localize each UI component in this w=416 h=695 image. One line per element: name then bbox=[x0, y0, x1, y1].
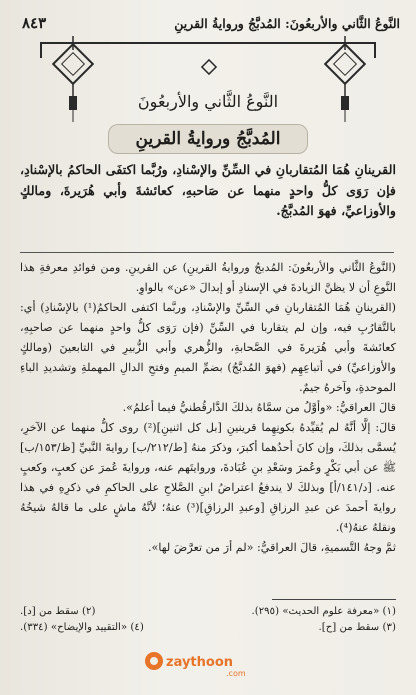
commentary bbox=[20, 258, 396, 558]
running-head-title: النَّوعُ الثَّاني والأربعُونَ: المُدبَّجُ وروايةُ القرينِ bbox=[174, 15, 400, 31]
footnote: (٤) «التقييد والإيضاح» (٣٣٤). bbox=[20, 622, 144, 633]
section-title: المُدبَّجُ وروايةُ القرينِ bbox=[108, 124, 308, 154]
matn-text: القرينانِ هُمَا المُتقاربانِ في السِّنِّ والإسْنادِ، ورُبَّما اكتفَى الحاكمُ بالإسْنادِ، فإن رَوَى كلُّ واحدٍ منهما عن صَاحبهِ، كعائشةَ وأبي هُرَيرةَ، ومالكٍ والأوزاعيِّ، فهوَ المُدبَّجُ. bbox=[20, 162, 396, 218]
watermark-brand: zaythoon bbox=[166, 655, 233, 670]
header-frame-right bbox=[374, 42, 376, 58]
running-head bbox=[22, 14, 400, 32]
page-number: ٨٤٣ bbox=[22, 14, 47, 32]
lantern-ornament-icon bbox=[50, 36, 96, 126]
footnote-rule bbox=[272, 599, 396, 600]
footnote-row bbox=[20, 620, 396, 636]
lantern-ornament-icon bbox=[322, 36, 368, 126]
commentary-paragraph: قالَ العراقيُّ: «وأوَّلُ من سمَّاهُ بذلكَ الدَّارقُطنيُّ فيما أعلمُ». bbox=[122, 401, 396, 414]
commentary-paragraph: (النَّوعُ الثَّاني والأربعُونَ: المُدبجُ وروايةُ القرينِ) عن القرينِ. ومن فوائدِ معرفةِ هذا النَّوعِ أن لا يظنَّ الزيادةَ في الإسنادِ أو إبدالَ «عن» بالواوِ. bbox=[20, 261, 396, 294]
watermark-suffix: .com bbox=[226, 669, 246, 678]
footnote: (٢) سقط من [د]. bbox=[20, 606, 96, 617]
footnotes bbox=[20, 604, 396, 636]
footnote: (٣) سقط من [ح]. bbox=[318, 622, 396, 633]
chapter-title: النَّوعُ الثَّاني والأربعُونَ bbox=[137, 92, 279, 111]
center-ornament-icon bbox=[200, 58, 218, 76]
commentary-paragraph: ثمَّ وجهُ التَّسميةِ، قالَ العراقيُّ: «لم أرَ من تعرَّضَ لها». bbox=[147, 541, 396, 554]
footnote: (١) «معرفة علوم الحديث» (٢٩٥). bbox=[251, 606, 396, 617]
header-frame-left bbox=[40, 42, 42, 58]
commentary-paragraph: (القرينانِ هُمَا المُتقاربانِ في السِّنِّ والإسْنادِ، وربَّما اكتفى الحاكمُ(¹) بالإسْنادِ) أي: بالتَّقارُبِ فيه، وإن لم يتقاربا في السِّنِّ (فإن رَوَى كلُّ واحدٍ منهما عن صاحبِهِ، كعائشةَ وأبي هُرَيرةَ في الصَّحابةِ، والزُّهري وأبي الزُّبيرِ في التابعينَ (ومالكٍ والأوزاعيِّ) في أتباعِهِم (فهوَ المُدبَّجُ) بضمِّ الميمِ وفتحِ الدالِ المهملةِ وتشديدِ الباءِ الموحدةِ، وآخرهُ جيمٌ. bbox=[20, 301, 396, 394]
zaythoon-watermark-logo bbox=[144, 646, 264, 678]
commentary-paragraph: قالَ: إلَّا أنَّهُ لم يُقيِّدهُ بكونِهِما قرينينِ [بل كل اثنينِ](²) روى كلُّ منهما عن الآخرِ، يُسمَّى بذلكَ، وإن كانَ أحدُهما أكبرَ، وذكرَ منهُ [ط/٢١٢/ب] روايةَ النَّبيِّ [ظ/١٥٣/ب] ﷺ عن أبي بَكْرٍ وعُمرَ وسَعْدِ بنِ عُبَادةَ، وروايتَهم عنه، وروايةَ عُمرَ عن كعبٍ، وكعبٍ عنه. [د/١٤١/أ] وبذلكَ لا يندفعُ اعتراضُ ابنِ الصَّلاحِ على الحاكمِ في ذكرِهِ في هذا روايةَ أحمدَ عن عبدِ الرزاقِ [وعبدِ الرزاقِ](³) عنهُ؛ لأنَّهُ ماشٍ على ما قالهُ شيخُهُ ونقلهُ عنهُ(⁴). bbox=[20, 421, 397, 534]
footnote-row bbox=[20, 604, 396, 620]
text-separator bbox=[20, 252, 394, 253]
